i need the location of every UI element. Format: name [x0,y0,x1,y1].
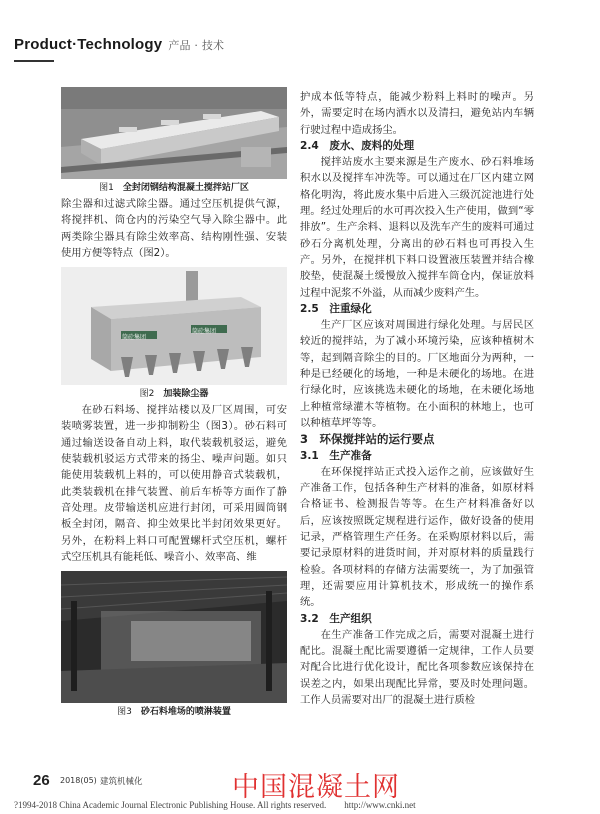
paragraph-wastewater: 搅拌站废水主要来源是生产废水、砂石料堆场积水以及搅拌车冲洗等。可以通过在厂区内建立网格化明沟，将此废水集中后进入三级沉淀池进行处理。经过处理后的水可再次投入生产使用，做到“零排放”。生产余料、退料以及洗车产生的废料可通过砂石分离机处理，分离出的砂石料也可再投入生产。另外，在搅拌机下料口设置液压装置并结合橡胶垫，使混凝土缓慢放入搅拌车筒仓内，保证放料过程中泥浆不外溢，从而减少废料产生。 [300,156,534,299]
paragraph-production-prep: 在环保搅拌站正式投入运作之前，应该做好生产准备工作，包括各种生产材料的准备，如原材料合格证书、检测报告等等。在生产材料准备好以后，应该按照既定规程进行运作，做好设备的使用记录，严格管理生产任务。在采购原材料以后，需要记录原材料的进货时间，并对原材料的质量践行检验。各项材料的存储方法需要统一，为了加强管理，还需要应用计算机技术，形成统一的操作系统。 [300,465,534,609]
figure-2-caption [61,388,287,400]
heading-3-1: 3.1 生产准备 [300,449,372,462]
figure-2-diagram [61,267,287,385]
section-title [14,36,224,53]
spray-warehouse-image [61,571,287,703]
heading-3-2: 3.2 生产组织 [300,612,372,625]
figure-2-number: 图2 [139,389,155,400]
section-title-en: Product·Technology [14,36,163,53]
copyright-notice: ?1994-2018 China Academic Journal Electronic Publishing House. All rights reserved. http://www.cnki.net [14,800,416,810]
heading-2-5: 2.5 注重绿化 [300,302,372,315]
figure-2-label-right: 筒砼集团 [192,328,217,336]
paragraph-production-org: 在生产准备工作完成之后，需要对混凝土进行配比。混凝土配比需要遵循一定规律，工作人员要对配合比进行优化设计，配比各项参数应该保持在误差之内，如果出现配比异常，要及时处理问题。工作人员需要对出厂的混凝土进行质检 [300,628,534,706]
figure-3-number: 图3 [117,707,132,718]
figure-2-label-left: 筒砼集团 [122,334,147,342]
figure-1-photo [61,87,287,179]
paragraph-continued: 护成本低等特点，能减少粉料上料时的噪声。另外，需要定时在场内洒水以及清扫，避免站内车辆行驶过程中造成扬尘。 [300,91,534,136]
figure-2-caption-text: 加装除尘器 [163,389,209,400]
issue-number: 2018(05) [60,776,97,785]
paragraph-greening: 生产厂区应该对周围进行绿化处理。与居民区较近的搅拌站，为了减小环境污染，应该种植树木等，起到隔音除尘的目的。厂区地面分为两种，一种是已经硬化的场地，一种是未硬化的场地。在进行绿化时，应该挑选未硬化的场地，在未硬化场地上种植常绿灌木等植物。在小面积的林地上，也可以种植草坪等等。 [300,319,534,429]
left-column [61,87,287,720]
site-watermark: 中国混凝土网 [232,772,400,803]
paragraph-dust-collector: 除尘器和过滤式除尘器。通过空压机提供气源，将搅拌机、筒仓内的污染空气导入除尘器中。此两类除尘器具有除尘效率高、结构刚性强、安装使用方便等特点（图2）。 [61,198,287,259]
right-column [300,89,534,708]
journal-name: 建筑机械化 [100,777,143,787]
header-rule [14,60,54,62]
figure-3-photo [61,571,287,703]
figure-1-caption-text: 全封闭钢结构混凝土搅拌站厂区 [122,183,249,193]
factory-aerial-image [61,87,287,179]
figure-1-caption [61,182,287,194]
figure-3-caption [61,706,287,718]
section-title-cn: 产品 · 技术 [168,39,225,52]
page-number: 26 [33,772,50,789]
heading-2-4: 2.4 废水、废料的处理 [300,139,415,152]
dust-collector-render [61,267,287,385]
figure-3-caption-text: 砂石料堆场的喷淋装置 [140,707,231,718]
paragraph-spray-and-loading: 在砂石料场、搅拌站楼以及厂区周围，可安装喷雾装置，进一步抑制粉尘（图3）。砂石料可通过输送设备自动上料，取代装载机驳运，避免使装载机驳运方式带来的扬尘、噪声问题。如只能使用装载机上料的，可以使用静音式装载机，此类装载机在排气装置、前后车桥等方面作了静音处理。皮带输送机应进行封闭，可采用圆筒钢板全封闭，隔音、抑尘效果比半封闭效果更好。另外，在粉料上料口可配置螺杆式空压机，螺杆式空压机具有能耗低、噪音小、效率高、维 [61,404,287,563]
heading-3: 3 环保搅拌站的运行要点 [300,432,435,447]
figure-1-number: 图1 [99,183,114,193]
